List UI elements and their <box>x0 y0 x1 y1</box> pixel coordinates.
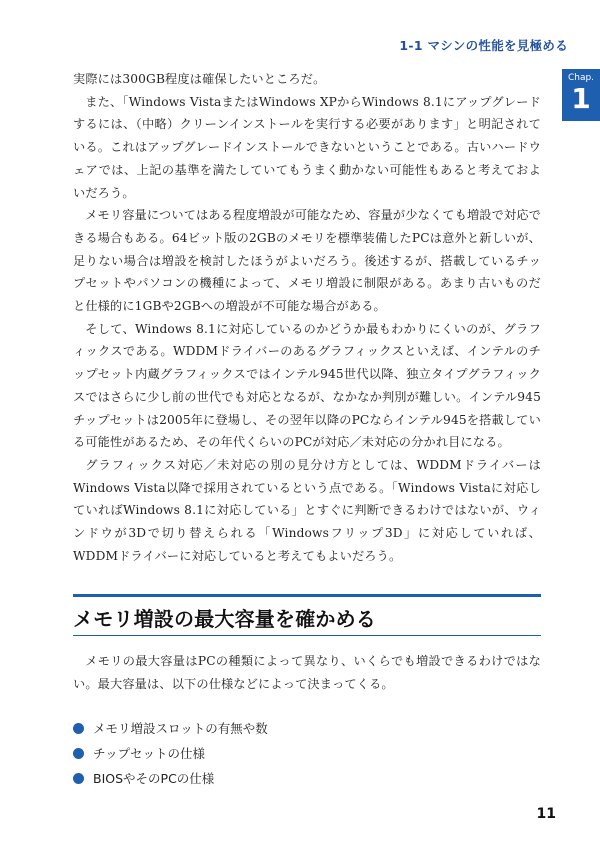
list-item-text: メモリ増設スロットの有無や数 <box>93 721 268 736</box>
bullet-list <box>73 716 268 791</box>
bullet-dot-icon <box>73 723 84 734</box>
list-item <box>73 716 268 741</box>
section-intro-text <box>73 650 541 695</box>
chapter-tab <box>562 69 600 121</box>
bullet-dot-icon <box>73 773 84 784</box>
list-item <box>73 766 268 791</box>
list-item-text: BIOSやそのPCの仕様 <box>93 771 215 786</box>
body-text <box>73 68 541 567</box>
list-item-text: チップセットの仕様 <box>93 746 206 761</box>
chapter-number: 1 <box>571 82 591 115</box>
paragraph-1: 実際には300GB程度は確保したいところだ。 <box>73 72 326 86</box>
paragraph-2: また、「Windows VistaまたはWindows XPからWindows 8.1にアップグレードするには、（中略）クリーンインストールを実行する必要があります」と明記されている。これはアップグレードインストールできないということである。古いハードウェアでは、上記の基準を満たしていてもうまく動かない可能性もあると考えておよいだろう。 <box>73 94 541 200</box>
running-header-title: 1-1 マシンの性能を見極める <box>399 38 568 53</box>
paragraph-4: そして、Windows 8.1に対応しているのかどうか最もわかりにくいのが、グラフィックスである。WDDMドライバーのあるグラフィックスといえば、インテルのチップセット内蔵グラフィックスではインテル945世代以降、独立タイプグラフィックスではさらに少し前の世代でも対応となるが、なかなか判別が難しい。インテル945チップセットは2005年に登場し、その翌年以降のPCならインテル945を搭載している可能性があるため、その年代くらいのPCが対応／未対応の分かれ目になる。 <box>73 321 541 450</box>
section-heading: メモリ増設の最大容量を確かめる <box>73 607 376 631</box>
paragraph-5: グラフィックス対応／未対応の別の見分け方としては、WDDMドライバーはWindows Vista以降で採用されているという点である。「Windows Vistaに対応していればWindows 8.1に対応している」とすぐに判断できるわけではないが、ウィンドウが3Dで切り替えられる「Windowsフリップ3D」に対応していれば、WDDMドライバーに対応していると考えてもよいだろう。 <box>73 457 541 563</box>
chapter-label: Chap. <box>567 73 595 83</box>
paragraph-3: メモリ容量についてはある程度増設が可能なため、容量が少なくても増設で対応できる場合もある。64ビット版の2GBのメモリを標準装備したPCは意外と新しいが、足りない場合は増設を検討したほうがよいだろう。後述するが、搭載しているチップセットやパソコンの機種によって、メモリ増設に制限がある。あまり古いものだと仕様的に1GBや2GBへの増設が不可能な場合がある。 <box>73 208 541 314</box>
bullet-dot-icon <box>73 748 84 759</box>
section-rule-bottom <box>73 635 541 636</box>
section-rule-top <box>73 594 541 597</box>
page-number: 11 <box>536 806 556 822</box>
list-item <box>73 741 268 766</box>
section-intro-paragraph: メモリの最大容量はPCの種類によって異なり、いくらでも増設できるわけではない。最大容量は、以下の仕様などによって決まってくる。 <box>73 654 541 691</box>
